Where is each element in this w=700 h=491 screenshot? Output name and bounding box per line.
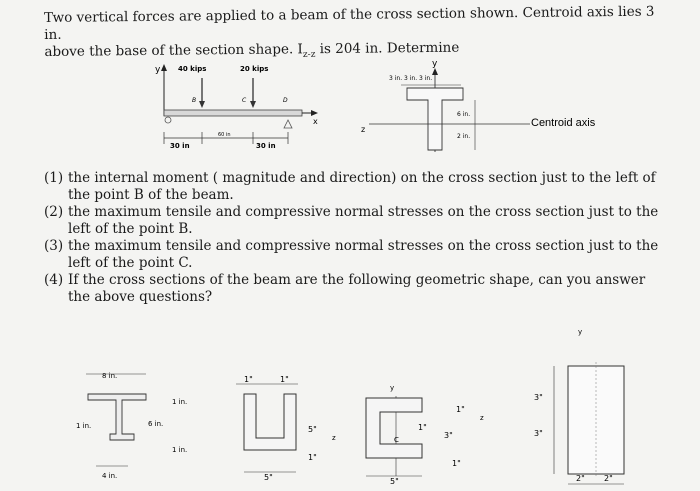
rect-w2-dim: 2" <box>604 474 613 483</box>
c-centroid-label: C <box>394 436 399 444</box>
c-y-label: y <box>390 384 395 392</box>
point-b-label: B <box>192 97 197 104</box>
top-dimensions: 3 in. 3 in. 3 in. <box>389 75 433 82</box>
rect-w1-dim: 2" <box>576 474 585 483</box>
rect-y-label: y <box>578 328 583 336</box>
moment-of-inertia-subscript: z-z <box>302 49 316 60</box>
intro-line-2: above the base of the section shape. $I_{z-z}$ is 204 in. Determine <box>44 39 460 60</box>
rect-h1-dim: 3" <box>534 393 543 402</box>
dim-mid-label: 60 in <box>218 132 231 138</box>
point-c-label: C <box>242 97 247 104</box>
rectangle-shape <box>532 326 682 491</box>
ibeam-t2-dim: 1 in. <box>172 446 188 454</box>
u-w1-dim: 1" <box>244 375 253 384</box>
dim-6-label: 6 in. <box>457 111 471 118</box>
section-z-label: z <box>361 125 366 134</box>
question-1: (1) the internal moment ( magnitude and direction) on the cross section just to the left of the point B of the beam. <box>44 170 656 203</box>
c-web-dim: 1" <box>418 423 427 432</box>
force1-label: 40 kips <box>178 65 207 73</box>
ibeam-t1-dim: 1 in. <box>172 398 188 406</box>
rect-h2-dim: 3" <box>534 429 543 438</box>
question-2: (2) the maximum tensile and compressive normal stresses on the cross section just to the left of the point B. <box>44 204 659 237</box>
section-y-label: y <box>432 59 438 69</box>
c-base-dim: 5" <box>390 477 399 486</box>
force2-label: 20 kips <box>240 65 269 73</box>
c-bottom-thickness-dim: 1" <box>452 459 461 468</box>
point-d-label: D <box>283 97 288 104</box>
u-height-dim: 5" <box>308 425 317 434</box>
c-shape <box>352 368 492 488</box>
question-3: (3) the maximum tensile and compressive normal stresses on the cross section just to the left of the point C. <box>44 238 659 271</box>
dim-left-label: 30 in <box>170 142 190 150</box>
u-thickness-dim: 1" <box>308 453 317 462</box>
c-top-thickness-dim: 1" <box>456 405 465 414</box>
question-4: (4) If the cross sections of the beam are the following geometric shape, can you answer the above questions? <box>44 272 646 305</box>
beam-y-label: y <box>155 65 161 75</box>
ibeam-shape <box>76 368 206 488</box>
c-z-label: z <box>480 414 484 422</box>
beam-x-label: x <box>313 117 318 126</box>
beam-diagram <box>150 58 340 158</box>
intro-line-1: Two vertical forces are applied to a beam of the cross section shown. Centroid axis lies 3 in. <box>44 3 655 43</box>
u-shape <box>228 368 338 488</box>
u-base-dim: 5" <box>264 473 273 482</box>
question-list <box>44 170 664 306</box>
ibeam-top-dim: 8 in. <box>102 372 118 380</box>
u-z-label: z <box>332 434 336 442</box>
ibeam-bottom-dim: 4 in. <box>102 472 118 480</box>
dim-2-label: 2 in. <box>457 133 471 140</box>
centroid-axis-label: Centroid axis <box>531 117 596 129</box>
ibeam-left-dim: 1 in. <box>76 422 92 430</box>
u-w2-dim: 1" <box>280 375 289 384</box>
c-height-dim: 3" <box>444 431 453 440</box>
dim-right-label: 30 in <box>256 142 276 150</box>
t-cross-section <box>355 58 655 158</box>
ibeam-web-dim: 6 in. <box>148 420 164 428</box>
